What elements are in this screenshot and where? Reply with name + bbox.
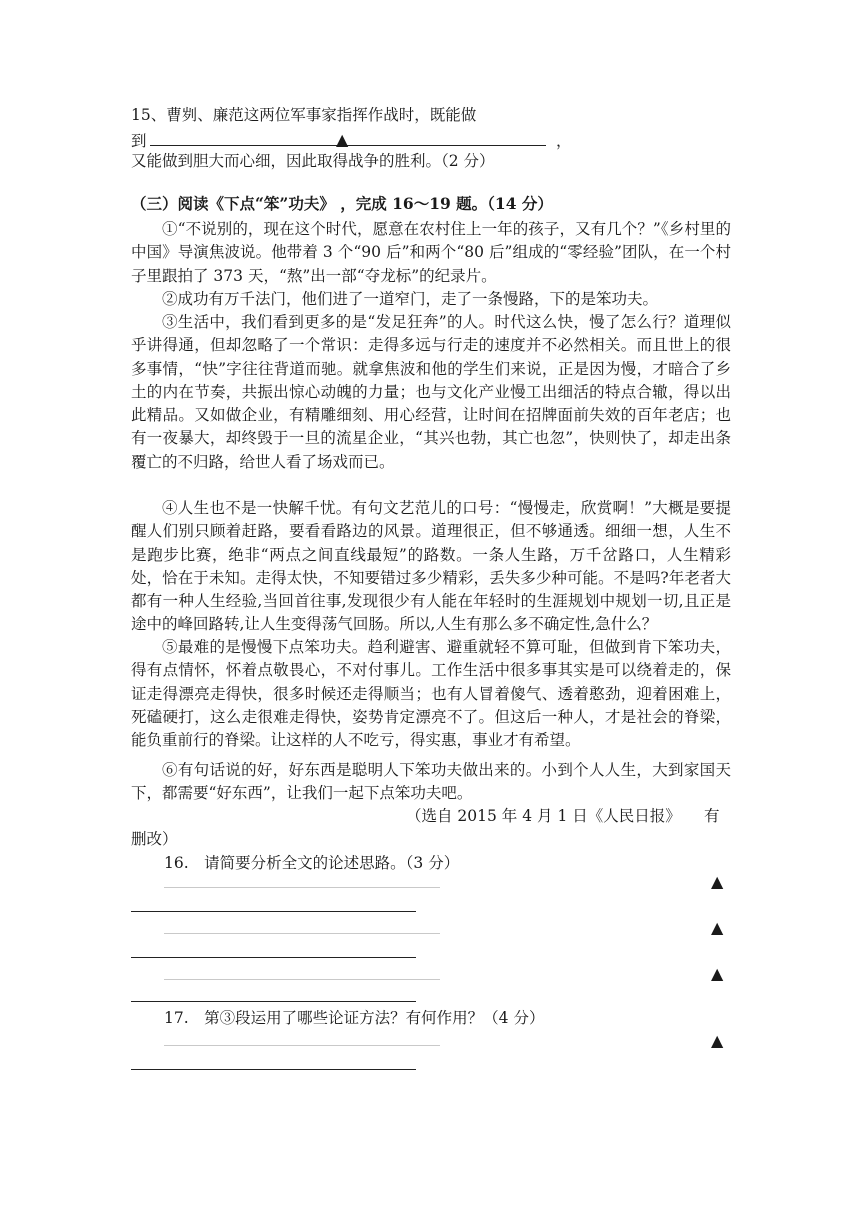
q17-question: 17. 第③段运用了哪些论证方法？有何作用？（4 分）: [164, 1009, 545, 1027]
q16-triangle-marker-1: ▲: [711, 872, 724, 891]
q16-answer-guide-1: [164, 887, 440, 888]
q16-question: 16. 请简要分析全文的论述思路。（3 分）: [164, 854, 460, 872]
article-paragraph-3: ③生活中，我们看到更多的是“发足狂奔”的人。时代这么快，慢了怎么行？道理似乎讲得通，但却忽略了一个常识：走得多远与行走的速度并不必然相关。而且世上的很多事情，“快”字往往背道而驰。就拿焦波和他的学生们来说，正是因为慢，才暗合了乡土的内在节奏，共振出惊心动魄的力量；也与文化产业慢工出细活的特点合辙，得以出此精品。又如做企业，有精雕细刻、用心经营，让时间在招牌面前失效的百年老店；也有一夜暴大，却终毁于一旦的流星企业，“其兴也勃，其亡也忽”，快则快了，却走出条覆亡的不归路，给世人看了场戏而已。: [131, 313, 731, 471]
q16-answer-guide-2: [164, 933, 440, 934]
q17-answer-blank-1[interactable]: [131, 1069, 416, 1070]
q16-answer-blank-2[interactable]: [131, 957, 416, 958]
q16-answer-guide-3: [164, 979, 440, 980]
source-line1: （选自 2015 年 4 月 1 日《人民日报》 有: [406, 807, 720, 825]
q15-line1: 15、曹刿、廉范这两位军事家指挥作战时，既能做: [131, 106, 477, 124]
q15-line3: 又能做到胆大而心细，因此取得战争的胜利。（2 分）: [131, 152, 495, 170]
article-paragraph-2: ②成功有万千法门，他们进了一道窄门，走了一条慢路，下的是笨功夫。: [162, 290, 659, 308]
q16-answer-blank-1[interactable]: [131, 911, 416, 912]
q16-triangle-marker-3: ▲: [711, 964, 724, 983]
article-paragraph-4: ④人生也不是一快解千忧。有句文艺范儿的口号：“慢慢走，欣赏啊！”大概是要提醒人们别只顾着赶路，要看看路边的风景。道理很正，但不够通透。细细一想，人生不是跑步比赛，绝非“两点之间直线最短”的路数。一条人生路，万千岔路口，人生精彩处，恰在于未知。走得太快，不知要错过多少精彩，丢失多少种可能。不是吗?年老者大都有一种人生经验,当回首往事,发现很少有人能在年轻时的生涯规划中规划一切,且正是途中的峰回路转,让人生变得荡气回肠。所以,人生有那么多不确定性,急什么？: [131, 499, 731, 634]
q17-triangle-marker-1: ▲: [711, 1031, 724, 1050]
q15-line2-suffix: ，: [556, 132, 572, 150]
source-line2: 删改）: [131, 830, 178, 848]
q16-triangle-marker-2: ▲: [711, 918, 724, 937]
article-paragraph-1: ①“不说别的，现在这个时代，愿意在农村住上一年的孩子，又有几个？”《乡村里的中国》导演焦波说。他带着 3 个“90 后”和两个“80 后”组成的“零经验”团队，在一个村子里跟拍了 373 天，“熬”出一部“夺龙标”的纪录片。: [131, 220, 731, 285]
section3-heading: （三）阅读《下点“笨”功夫》 ，完成 16～19 题。（14 分）: [131, 194, 553, 213]
q15-triangle-marker: ▲: [336, 130, 349, 149]
q16-answer-blank-3[interactable]: [131, 1001, 416, 1002]
q15-line2-prefix: 到: [131, 132, 147, 150]
q17-answer-guide-1: [164, 1045, 440, 1046]
article-paragraph-6: ⑥有句话说的好，好东西是聪明人下笨功夫做出来的。小到个人人生，大到家国天下，都需要“好东西”，让我们一起下点笨功夫吧。: [131, 761, 731, 803]
article-paragraph-5: ⑤最难的是慢慢下点笨功夫。趋利避害、避重就轻不算可耻，但做到肯下笨功夫，得有点情怀，怀着点敬畏心，不对付事儿。工作生活中很多事其实是可以绕着走的，保证走得漂亮走得快，很多时候还走得顺当；也有人冒着傻气、透着憨劲，迎着困难上，死磕硬打，这么走很难走得快，姿势肯定漂亮不了。但这后一种人，才是社会的脊梁，能负重前行的脊梁。让这样的人不吃亏，得实惠，事业才有希望。: [131, 638, 731, 750]
